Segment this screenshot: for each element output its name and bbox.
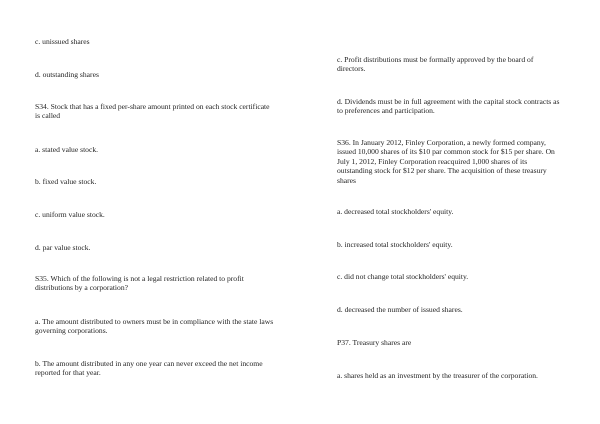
option-d-decreased-issued: d. decreased the number of issued shares. bbox=[337, 305, 463, 314]
option-d-outstanding-shares: d. outstanding shares bbox=[35, 70, 99, 79]
option-a-decreased-equity: a. decreased total stockholders' equity. bbox=[337, 207, 454, 216]
option-d-capital-stock-contracts: d. Dividends must be in full agreement with the capital stock contracts as to preferences and participation. bbox=[337, 97, 560, 116]
option-a-state-laws: a. The amount distributed to owners must be in compliance with the state laws governing corporations. bbox=[35, 317, 274, 336]
question-s35: S35. Which of the following is not a legal restriction related to profit distributions by a corporation? bbox=[35, 274, 244, 293]
option-b-fixed-value: b. fixed value stock. bbox=[35, 177, 97, 186]
option-c-uniform-value: c. uniform value stock. bbox=[35, 210, 105, 219]
question-s34: S34. Stock that has a fixed per-share amount printed on each stock certificate is called bbox=[35, 102, 270, 121]
option-a-stated-value: a. stated value stock. bbox=[35, 145, 99, 154]
option-c-board-approval: c. Profit distributions must be formally approved by the board of directors. bbox=[337, 55, 534, 74]
option-c-unissued-shares: c. unissued shares bbox=[35, 37, 90, 46]
question-p37: P37. Treasury shares are bbox=[337, 338, 412, 347]
option-b-net-income: b. The amount distributed in any one year can never exceed the net income reported for that year. bbox=[35, 359, 263, 378]
option-d-par-value: d. par value stock. bbox=[35, 243, 91, 252]
option-a-treasurer-investment: a. shares held as an investment by the treasurer of the corporation. bbox=[337, 371, 538, 380]
question-s36: S36. In January 2012, Finley Corporation, a newly formed company, issued 10,000 shares of its $10 par common stock for $15 per share. On July 1, 2012, Finley Corporation reacquired 1,000 shares of its outstanding stock for $12 per share. The acquisition of these treasury shares bbox=[337, 138, 555, 185]
option-c-no-change-equity: c. did not change total stockholders' equity. bbox=[337, 272, 469, 281]
option-b-increased-equity: b. increased total stockholders' equity. bbox=[337, 240, 453, 249]
